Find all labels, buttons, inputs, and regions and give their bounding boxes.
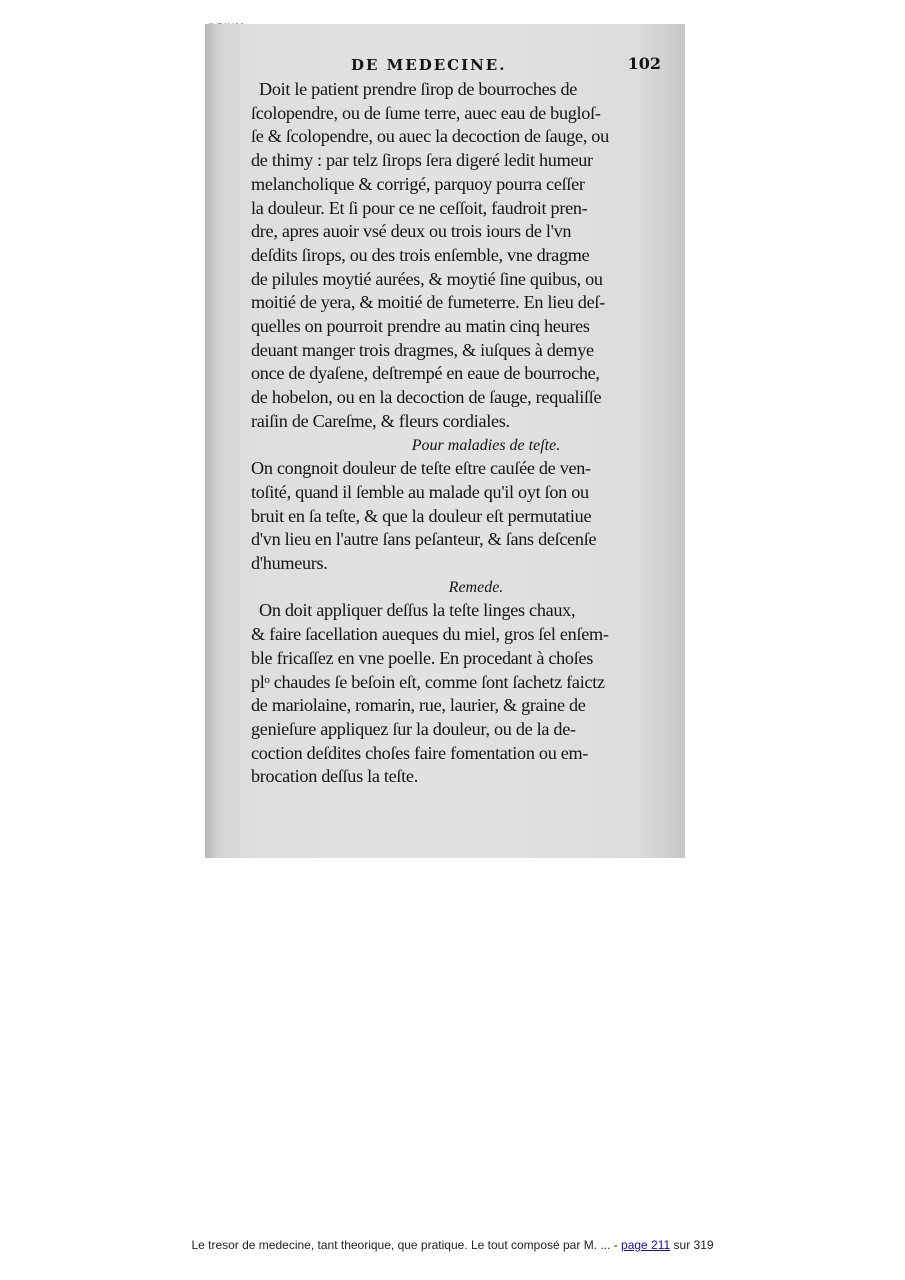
caption-text: Le tresor de medecine, tant theorique, que pratique. Le tout composé par M. ... - <box>191 1238 622 1252</box>
text-line: d'vn lieu en l'autre ſans peſanteur, & ſans deſcenſe <box>251 529 597 550</box>
text-line: bruit en ſa teſte, & que la douleur eſt permutatiue <box>251 505 592 526</box>
paragraph-1 <box>251 78 661 434</box>
text-line: plᵒ chaudes ſe beſoin eſt, comme ſont ſachetz faictz <box>251 671 605 692</box>
page-link[interactable]: page 211 <box>621 1238 671 1252</box>
text-line: d'humeurs. <box>251 553 328 574</box>
caption-page-total: sur 319 <box>670 1238 714 1252</box>
running-head-title: DE MEDECINE. <box>351 56 507 74</box>
text-line: moitié de yera, & moitié de fumeterre. En lieu deſ- <box>251 292 605 313</box>
text-line: toſité, quand il ſemble au malade qu'il oyt ſon ou <box>251 481 589 502</box>
text-line: de pilules moytié aurées, & moytié ſine quibus, ou <box>251 268 603 289</box>
folio-number: 102 <box>627 54 661 73</box>
text-line: genieſure appliquez ſur la douleur, ou de la de- <box>251 718 576 739</box>
text-line: deuant manger trois dragmes, & iuſques à demye <box>251 339 594 360</box>
text-line: la douleur. Et ſi pour ce ne ceſſoit, faudroit pren- <box>251 197 588 218</box>
section-heading-maladies-de-teste: Pour maladies de teſte. <box>411 436 561 454</box>
text-line: ſe & ſcolopendre, ou auec la decoction de ſauge, ou <box>251 126 609 147</box>
paragraph-2 <box>251 457 661 576</box>
text-line: & faire ſacellation aueques du miel, gros ſel enſem- <box>251 624 609 645</box>
text-line: melancholique & corrigé, parquoy pourra ceſſer <box>251 173 585 194</box>
text-line: brocation deſſus la teſte. <box>251 766 418 787</box>
text-line: ſcolopendre, ou de ſume terre, auec eau de bugloſ- <box>251 102 601 123</box>
text-line: ble fricaſſez en vne poelle. En procedant à choſes <box>251 647 594 668</box>
page-text-block <box>251 54 661 789</box>
text-line: Doit le patient prendre ſirop de bourroches de <box>259 79 578 99</box>
text-line: deſdits ſirops, ou des trois enſemble, vne dragme <box>251 244 590 265</box>
text-line: raiſin de Careſme, & fleurs cordiales. <box>251 410 510 431</box>
text-line: quelles on pourroit prendre au matin cinq heures <box>251 316 590 337</box>
text-line: On doit appliquer deſſus la teſte linges chaux, <box>259 600 576 621</box>
text-line: de mariolaine, romarin, rue, laurier, & graine de <box>251 695 586 716</box>
text-line: On congnoit douleur de teſte eſtre cauſée de ven- <box>251 458 591 479</box>
paragraph-3 <box>251 599 661 789</box>
text-line: coction deſdites choſes faire fomentation ou em- <box>251 742 589 763</box>
text-line: dre, apres auoir vsé deux ou trois iours de l'vn <box>251 221 572 242</box>
section-heading-remede: Remede. <box>448 578 504 596</box>
text-line: de thimy : par telz ſirops ſera digeré ledit humeur <box>251 150 593 171</box>
scanned-page-image <box>205 24 685 858</box>
document-caption <box>0 1238 905 1252</box>
text-line: de hobelon, ou en la decoction de ſauge, requaliſſe <box>251 387 602 408</box>
text-line: once de dyaſene, deſtrempé en eaue de bourroche, <box>251 363 600 384</box>
running-head <box>251 54 661 78</box>
